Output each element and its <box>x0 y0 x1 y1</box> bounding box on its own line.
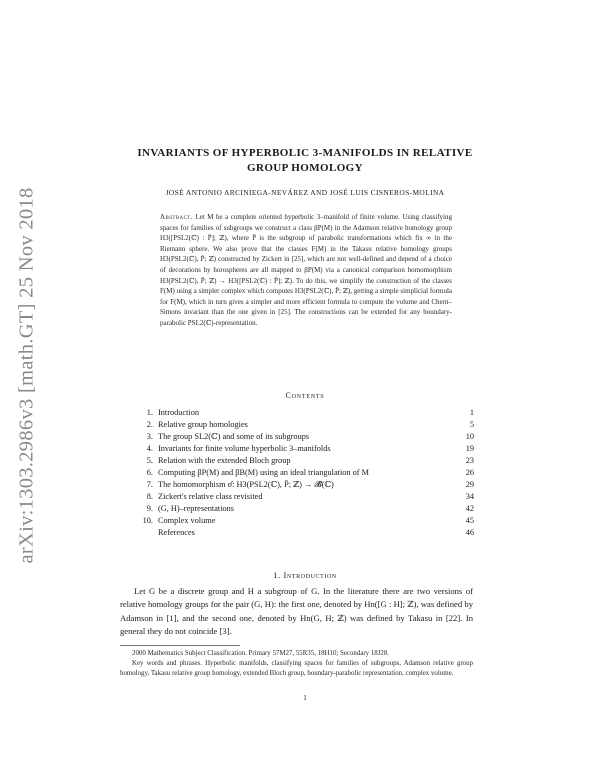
toc-entry-title: (G, H)–representations <box>158 504 235 513</box>
toc-entry[interactable] <box>136 527 474 539</box>
toc-entry-title: Relative group homologies <box>158 420 248 429</box>
toc-entry[interactable] <box>136 419 474 431</box>
toc-entry-page: 10 <box>465 432 474 441</box>
toc-entry-page: 46 <box>465 528 474 537</box>
paper-title <box>120 146 490 176</box>
abstract-text: Let M be a complete oriented hyperbolic 3–manifold of finite volume. Using classifying spaces for families of subgroups we construct a class βP(M) in the Adamson relative homology group H3([PSL2(ℂ) : P̄]; ℤ), where P̄ is the subgroup of parabolic transformations which fix ∞ in the Riemann sphere. We also prove that the classes F(M) in the Takasu relative homology groups H3(PSL2(ℂ), P̄; ℤ) constructed by Zickert in [25], which are not well-defined and depend of a choice of decorations by horospheres are all mapped to βP(M) via a canonical comparison homomorphism H3(PSL2(ℂ), P̄; ℤ) → H3([PSL2(ℂ) : P̄]; ℤ). To do this, we simplify the construction of the classes F(M) using a simpler complex which computes H3(PSL2(ℂ), P̄; ℤ), getting a simple simplicial formula for F(M), which in turn gives a simpler and more efficient formula to compute the volume and Chern–Simons invariant than the one given in [25]. The constructions can be extended for any boundary-parabolic PSL2(ℂ)-representation. <box>160 213 453 327</box>
intro-paragraph: Let G be a discrete group and H a subgroup of G. In the literature there are two versions of relative homology groups for the pair (G, H): the first one, denoted by Hn([G : H]; ℤ), was defined by Adamson in [1], and the second one, denoted by Hn(G, H; ℤ) was defined by Takasu in [22]. In general they do not coincide [3]. <box>120 586 473 636</box>
toc-entry-page: 45 <box>465 516 474 525</box>
toc-entry-page: 26 <box>465 468 474 477</box>
toc-entry[interactable] <box>136 455 474 467</box>
toc-entry-number: 1. <box>146 408 153 417</box>
toc-entry-title: Relation with the extended Bloch group <box>158 456 291 465</box>
toc-entry-title: The group SL2(ℂ) and some of its subgroups <box>158 432 310 441</box>
paper-authors: JOSÉ ANTONIO ARCINIEGA-NEVÁREZ AND JOSÉ LUIS CISNEROS-MOLINA <box>165 188 445 197</box>
footnote-rule <box>120 645 240 646</box>
toc-entry-page: 29 <box>465 480 474 489</box>
abstract-label: Abstract. <box>160 213 193 221</box>
toc-entry[interactable] <box>136 479 474 491</box>
footnotes <box>120 649 473 680</box>
toc-entry[interactable] <box>136 503 474 515</box>
toc-entry[interactable] <box>136 431 474 443</box>
paper-title-line-2: GROUP HOMOLOGY <box>247 162 363 174</box>
table-of-contents <box>136 407 474 539</box>
toc-entry-title: References <box>158 528 195 537</box>
toc-entry-page: 42 <box>465 504 474 513</box>
toc-entry[interactable] <box>136 443 474 455</box>
toc-entry-title: Introduction <box>158 408 200 417</box>
toc-entry-number: 7. <box>146 480 153 489</box>
toc-entry-title: Zickert's relative class revisited <box>158 492 263 501</box>
toc-entry[interactable] <box>136 491 474 503</box>
toc-entry-number: 5. <box>146 456 153 465</box>
toc-entry[interactable] <box>136 407 474 419</box>
toc-entry-page: 34 <box>465 492 474 501</box>
toc-entry-number: 6. <box>146 468 153 477</box>
abstract <box>160 212 452 329</box>
toc-entry-number: 8. <box>146 492 153 501</box>
toc-entry-title: Computing βP(M) and βB(M) using an ideal triangulation of M <box>158 468 370 477</box>
toc-entry-number: 3. <box>146 432 153 441</box>
toc-entry-title: Complex volume <box>158 516 216 525</box>
toc-entry[interactable] <box>136 515 474 527</box>
toc-entry-number: 4. <box>146 444 153 453</box>
footnote-msc: 2000 Mathematics Subject Classification. Primary 57M27, 55R35, 18H10; Secondary 18J28. <box>132 650 390 657</box>
toc-entry-page: 1 <box>469 408 474 417</box>
contents-heading: Contents <box>285 391 325 400</box>
toc-entry-number: 2. <box>146 420 153 429</box>
toc-entry-title: The homomorphism σ̂: H3(PSL2(ℂ), P̄; ℤ) → 𝓑̂(ℂ) <box>158 480 334 489</box>
toc-entry[interactable] <box>136 467 474 479</box>
toc-entry-number <box>136 527 153 539</box>
toc-entry-number: 9. <box>146 504 153 513</box>
page-number: 1 <box>303 694 307 702</box>
toc-entry-title: Invariants for finite volume hyperbolic 3–manifolds <box>158 444 331 453</box>
section-1-heading: 1. Introduction <box>273 570 337 580</box>
arxiv-id-text: arXiv:1303.2986v3 [math.GT] 25 Nov 2018 <box>15 186 38 564</box>
toc-entry-number: 10. <box>142 516 153 525</box>
arxiv-identifier-margin <box>14 150 40 600</box>
toc-entry-page: 23 <box>465 456 474 465</box>
footnote-keywords: Key words and phrases. Hyperbolic manifolds, classifying spaces for families of subgroups, Adamson relative group homology, Takasu relative group homology, extended Bloch group, boundary-parabolic representation, complex volume. <box>120 660 473 678</box>
toc-entry-page: 5 <box>469 420 474 429</box>
toc-entry-page: 19 <box>465 444 474 453</box>
paper-title-line-1: INVARIANTS OF HYPERBOLIC 3-MANIFOLDS IN RELATIVE <box>137 147 473 159</box>
